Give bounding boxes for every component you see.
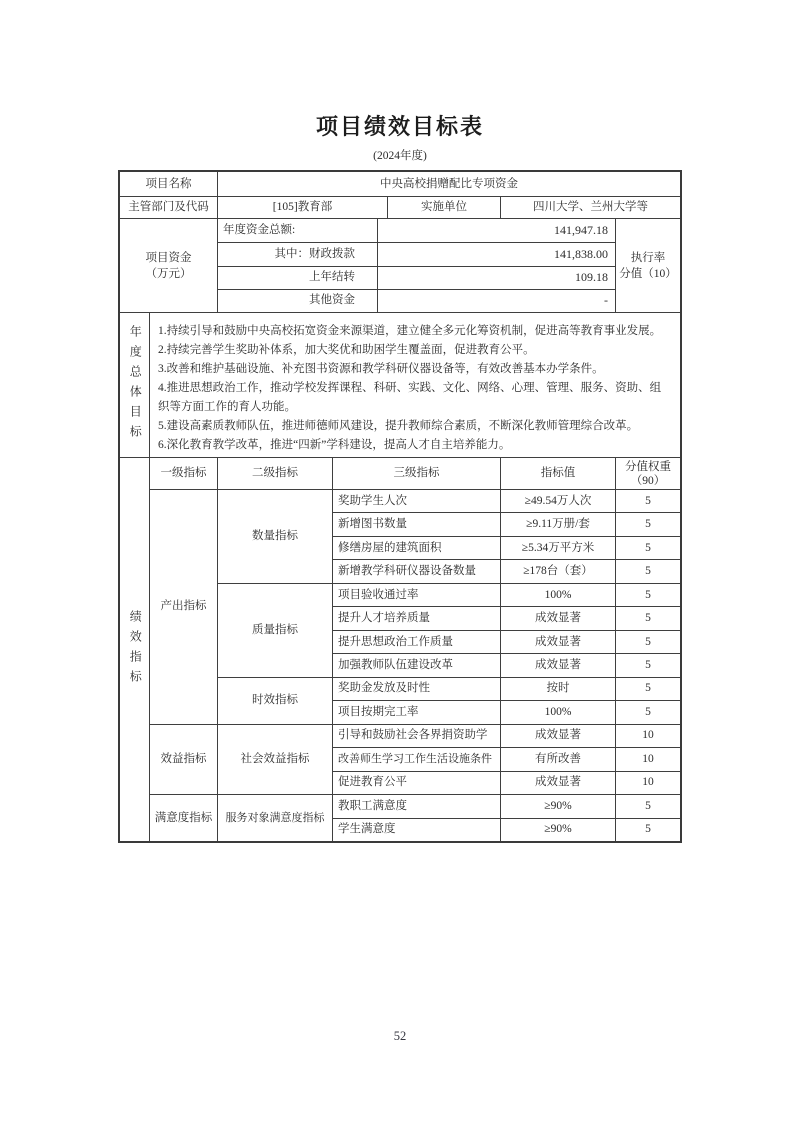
indicator-name: 加强教师队伍建设改革: [332, 653, 500, 676]
indicator-value: ≥90%: [500, 794, 615, 817]
header-level3: 三级指标: [332, 458, 500, 489]
objective-item: 1.持续引导和鼓励中央高校拓宽资金来源渠道，建立健全多元化筹资机制，促进高等教育事业发展。: [158, 325, 662, 337]
implement-unit-value: 四川大学、兰州大学等: [500, 197, 680, 218]
indicator-weight: 5: [615, 606, 680, 629]
funding-row-label: 年度资金总额:: [217, 219, 377, 242]
header-value: 指标值: [500, 458, 615, 489]
objectives-body: [149, 313, 680, 457]
objective-item: 2.持续完善学生奖助补体系，加大奖优和助困学生覆盖面，促进教育公平。: [158, 344, 535, 356]
header-weight-line2: （90）: [630, 474, 666, 487]
indicator-weight: 5: [615, 583, 680, 606]
indicator-value: 100%: [500, 583, 615, 606]
level2-group-quantity: 数量指标: [217, 489, 332, 583]
indicator-value: 有所改善: [500, 747, 615, 770]
funding-row-label: 其他资金: [217, 289, 377, 312]
header-level1: 一级指标: [149, 458, 217, 489]
level2-group-quality: 质量指标: [217, 583, 332, 677]
execution-rate-line2: 分值（10）: [619, 267, 677, 280]
indicator-value: ≥178台（套）: [500, 559, 615, 582]
project-name-label: 项目名称: [145, 177, 192, 190]
level1-group-satisfaction: 满意度指标: [149, 794, 217, 841]
funding-section: [120, 218, 680, 312]
indicator-weight: 5: [615, 630, 680, 653]
header-weight: [615, 458, 680, 489]
funding-label: [120, 219, 217, 312]
objectives-side-label-text: 年度总体目标: [128, 325, 143, 445]
objectives-side-label: [120, 313, 149, 457]
department-label: 主管部门及代码: [128, 201, 209, 214]
funding-row-label: 其中：财政拨款: [217, 242, 377, 265]
indicator-name: 改善师生学习工作生活设施条件: [332, 747, 500, 770]
indicator-name: 项目按期完工率: [332, 700, 500, 723]
objective-item: 4.推进思想政治工作，推动学校发挥课程、科研、实践、文化、网络、心理、管理、服务、资助、组织等方面工作的育人功能。: [158, 382, 662, 413]
indicator-name: 奖助金发放及时性: [332, 677, 500, 700]
page-subtitle: (2024年度): [373, 150, 427, 162]
indicators-side-label-text: 绩效指标: [128, 609, 143, 690]
execution-rate-score-label: [615, 219, 680, 312]
funding-label-line2: （万元）: [145, 267, 192, 280]
objective-item: 5.建设高素质教师队伍，推进师德师风建设，提升教师综合素质，不断深化教师管理综合改革。: [158, 420, 639, 432]
funding-row-value: 141,838.00: [377, 242, 615, 265]
indicator-weight: 5: [615, 512, 680, 535]
indicator-weight: 5: [615, 677, 680, 700]
indicator-value: 成效显著: [500, 653, 615, 676]
indicator-value: 100%: [500, 700, 615, 723]
header-level2: 二级指标: [217, 458, 332, 489]
implement-unit-label: 实施单位: [387, 197, 500, 218]
indicator-weight: 5: [615, 818, 680, 841]
indicator-weight: 5: [615, 489, 680, 512]
department-row: [120, 196, 680, 218]
indicators-side-label: [120, 458, 149, 841]
indicator-weight: 10: [615, 771, 680, 794]
performance-target-table: [118, 170, 682, 843]
department-value: [105]教育部: [217, 197, 387, 218]
objectives-section: [120, 312, 680, 457]
indicator-name: 项目验收通过率: [332, 583, 500, 606]
page-number: 52: [393, 1029, 407, 1043]
indicator-name: 提升思想政治工作质量: [332, 630, 500, 653]
indicator-value: ≥5.34万平方米: [500, 536, 615, 559]
indicator-name: 引导和鼓励社会各界捐资助学: [332, 724, 500, 747]
level2-group-timeliness: 时效指标: [217, 677, 332, 724]
header-weight-line1: 分值权重: [625, 460, 671, 473]
indicator-value: 成效显著: [500, 630, 615, 653]
indicator-value: ≥49.54万人次: [500, 489, 615, 512]
indicator-name: 新增教学科研仪器设备数量: [332, 559, 500, 582]
indicator-name: 促进教育公平: [332, 771, 500, 794]
indicator-weight: 10: [615, 724, 680, 747]
level1-group-benefit: 效益指标: [149, 724, 217, 794]
indicator-name: 奖助学生人次: [332, 489, 500, 512]
funding-label-line1: 项目资金: [145, 251, 192, 264]
funding-row-label: 上年结转: [217, 266, 377, 289]
level1-group-output: 产出指标: [149, 489, 217, 724]
indicator-name: 提升人才培养质量: [332, 606, 500, 629]
indicator-weight: 5: [615, 653, 680, 676]
indicator-weight: 5: [615, 700, 680, 723]
indicator-weight: 5: [615, 794, 680, 817]
indicator-name: 教职工满意度: [332, 794, 500, 817]
funding-row-value: 141,947.18: [377, 219, 615, 242]
indicators-section: [120, 457, 680, 841]
execution-rate-line1: 执行率: [630, 251, 666, 264]
indicator-value: ≥9.11万册/套: [500, 512, 615, 535]
indicator-name: 学生满意度: [332, 818, 500, 841]
level2-group-service-satisfaction: 服务对象满意度指标: [217, 794, 332, 841]
indicator-value: 成效显著: [500, 771, 615, 794]
indicator-name: 新增图书数量: [332, 512, 500, 535]
funding-row-value: -: [377, 289, 615, 312]
indicator-weight: 10: [615, 747, 680, 770]
indicator-value: ≥90%: [500, 818, 615, 841]
page-title: 项目绩效目标表: [315, 114, 484, 139]
objective-item: 6.深化教育教学改革，推进“四新”学科建设，提高人才自主培养能力。: [158, 439, 511, 451]
objective-item: 3.改善和维护基础设施、补充图书资源和教学科研仪器设备等，有效改善基本办学条件。: [158, 363, 604, 375]
funding-row-value: 109.18: [377, 266, 615, 289]
indicator-weight: 5: [615, 536, 680, 559]
level2-group-social-benefit: 社会效益指标: [217, 724, 332, 794]
project-name-value: 中央高校捐赠配比专项资金: [217, 172, 680, 196]
indicator-name: 修缮房屋的建筑面积: [332, 536, 500, 559]
indicator-value: 成效显著: [500, 724, 615, 747]
project-name-row: [120, 172, 680, 196]
indicator-weight: 5: [615, 559, 680, 582]
indicator-value: 按时: [500, 677, 615, 700]
indicator-value: 成效显著: [500, 606, 615, 629]
